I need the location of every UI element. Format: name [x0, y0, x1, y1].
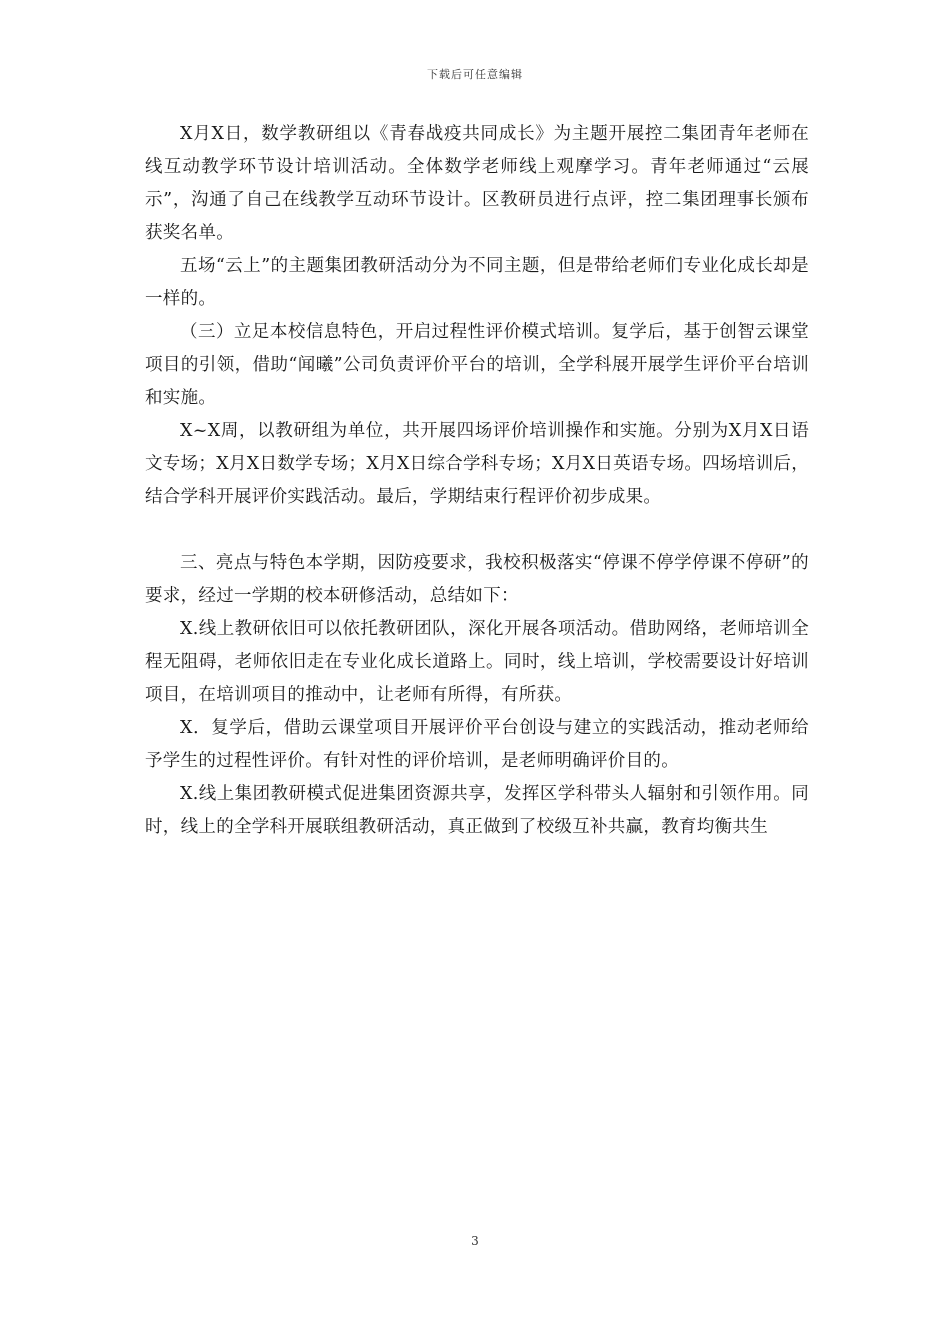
- paragraph-process-evaluation: （三）立足本校信息特色，开启过程性评价模式培训。复学后，基于创智云课堂项目的引领，借助“闻曦”公司负责评价平台的培训，全学科展开展学生评价平台培训和实施。: [145, 322, 809, 408]
- page-header: 下载后可任意编辑: [427, 68, 523, 81]
- paragraph-math-training: X月X日，数学教研组以《青春战疫共同成长》为主题开展控二集团青年老师在线互动教学环节设计培训活动。全体数学老师线上观摩学习。青年老师通过“云展示”，沟通了自己在线教学互动环节设计。区教研员进行点评，控二集团理事长颁布获奖名单。: [145, 124, 809, 243]
- paragraph-weekly-sessions: X~X周，以教研组为单位，共开展四场评价培训操作和实施。分别为X月X日语文专场；X月X日数学专场；X月X日综合学科专场；X月X日英语专场。四场培训后，结合学科开展评价实践活动。最后，学期结束行程评价初步成果。: [145, 421, 809, 507]
- paragraph-five-sessions: 五场“云上”的主题集团教研活动分为不同主题，但是带给老师们专业化成长却是一样的。: [145, 256, 809, 309]
- paragraph-point-2: X．复学后，借助云课堂项目开展评价平台创设与建立的实践活动，推动老师给予学生的过程性评价。有针对性的评价培训，是老师明确评价目的。: [145, 718, 809, 771]
- document-body: [145, 118, 809, 844]
- paragraph-point-3: X.线上集团教研模式促进集团资源共享，发挥区学科带头人辐射和引领作用。同时，线上的全学科开展联组教研活动，真正做到了校级互补共赢，教育均衡共生: [145, 784, 809, 837]
- paragraph-gap: [145, 514, 809, 547]
- paragraph-highlights-heading: 三、亮点与特色本学期，因防疫要求，我校积极落实“停课不停学停课不停研”的要求，经过一学期的校本研修活动，总结如下：: [145, 553, 809, 606]
- page-number: 3: [471, 1234, 479, 1248]
- paragraph-point-1: X.线上教研依旧可以依托教研团队，深化开展各项活动。借助网络，老师培训全程无阻碍，老师依旧走在专业化成长道路上。同时，线上培训，学校需要设计好培训项目，在培训项目的推动中，让老师有所得，有所获。: [145, 619, 809, 705]
